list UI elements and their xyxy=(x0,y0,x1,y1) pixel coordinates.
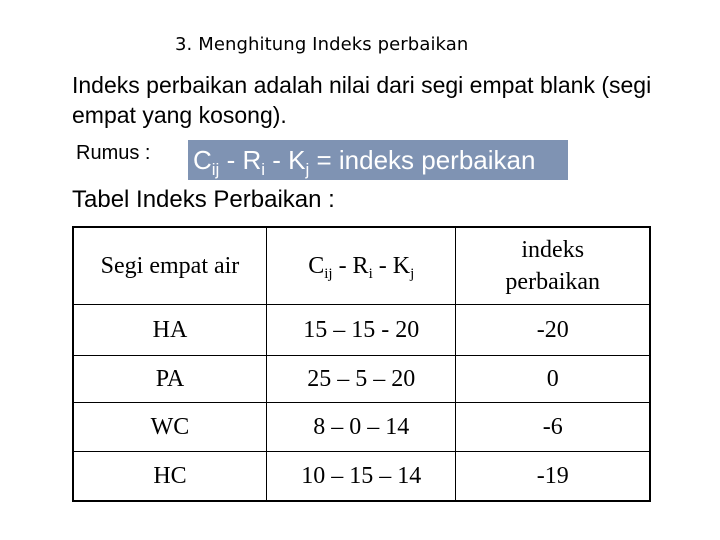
header-k-sub: j xyxy=(410,265,415,282)
formula-c-sub: ij xyxy=(211,160,220,179)
cell-calculation: 25 – 5 – 20 xyxy=(266,356,456,403)
cell-index-value: 0 xyxy=(456,356,650,403)
cell-segi-empat: HC xyxy=(73,452,266,502)
header-r-sub: i xyxy=(368,265,373,282)
formula-c: C xyxy=(193,145,212,175)
cell-calculation: 8 – 0 – 14 xyxy=(266,403,456,452)
header-indeks-line2: perbaikan xyxy=(505,269,601,295)
formula-label: Rumus : xyxy=(76,142,151,164)
formula-box xyxy=(188,140,568,180)
cell-index-value: -20 xyxy=(456,305,650,356)
formula-r-sub: i xyxy=(261,160,266,179)
formula-result: = indeks perbaikan xyxy=(309,145,536,175)
definition-paragraph: Indeks perbaikan adalah nilai dari segi empat blank (segi empat yang kosong). xyxy=(72,72,652,128)
header-cell-indeks xyxy=(456,227,650,305)
cell-segi-empat: PA xyxy=(73,356,266,403)
header-indeks-line1: indeks xyxy=(521,237,585,263)
cell-segi-empat: HA xyxy=(73,305,266,356)
formula-r: - R xyxy=(219,145,262,175)
header-c-sub: ij xyxy=(324,265,333,282)
improvement-index-table xyxy=(72,226,651,502)
formula-k-sub: j xyxy=(305,160,310,179)
cell-index-value: -6 xyxy=(456,403,650,452)
cell-calculation: 15 – 15 - 20 xyxy=(266,305,456,356)
section-heading: 3. Menghitung Indeks perbaikan xyxy=(175,34,469,55)
cell-index-value: -19 xyxy=(456,452,650,502)
table-row xyxy=(73,356,650,403)
header-k: - K xyxy=(372,252,411,279)
header-cell-formula xyxy=(266,227,456,305)
cell-calculation: 10 – 15 – 14 xyxy=(266,452,456,502)
header-r: - R xyxy=(332,252,369,279)
table-header-row xyxy=(73,227,650,305)
table-row xyxy=(73,305,650,356)
header-cell-segi-empat: Segi empat air xyxy=(73,227,266,305)
header-c: C xyxy=(308,252,325,279)
cell-segi-empat: WC xyxy=(73,403,266,452)
table-row xyxy=(73,403,650,452)
table-row xyxy=(73,452,650,502)
formula-k: - K xyxy=(265,145,306,175)
table-title: Tabel Indeks Perbaikan : xyxy=(72,186,335,213)
